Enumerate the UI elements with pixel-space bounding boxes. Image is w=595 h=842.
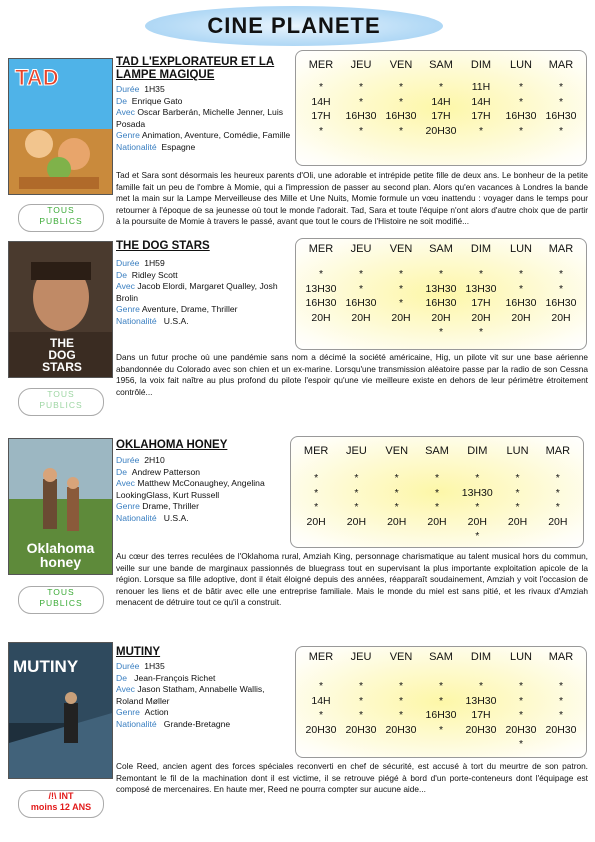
genre-label: Genre xyxy=(116,304,140,314)
day-header: VEN xyxy=(385,445,409,457)
showtime-cell: * xyxy=(555,501,560,513)
showtime-cell: 17H xyxy=(471,297,491,309)
showtime-cell: 16H30 xyxy=(305,297,337,309)
showtime-cell: * xyxy=(398,282,404,295)
movie-description: Dans un futur proche où une pandémie sans nom a décimé la société américaine, Hig, un pilote vit sur une base aérienne abandonnée du Colorado avec son chien et un ex-marine. Lorsqu'une transmission aléatoire passe par la radio de son Cessna 1956, la voix fait naître au plus profond du pilote l'espoir qu'une vie meilleure existe en dehors de leur périmètre étroitement contrôlé... xyxy=(116,352,588,397)
genre-value: Action xyxy=(144,707,169,717)
showtime-cell: 20H30 xyxy=(385,723,417,736)
rating-line-2: PUBLICS xyxy=(39,216,83,226)
showtime-cell: * xyxy=(558,81,564,93)
showtime-cell: 20H30 xyxy=(465,723,497,736)
poster-logo: Oklahoma honey xyxy=(26,540,95,570)
showtimes-table xyxy=(295,238,587,350)
day-header: VEN xyxy=(389,243,413,255)
showtime-cell: 16H30 xyxy=(425,297,457,309)
rating-line-2: moins 12 ANS xyxy=(30,802,92,812)
cinema-header xyxy=(145,6,443,46)
genre-label: Genre xyxy=(116,707,140,717)
showtime-cell: 14H xyxy=(311,694,331,707)
showtime-cell: * xyxy=(398,297,404,309)
day-header: JEU xyxy=(350,243,372,255)
showtime-cell: 20H xyxy=(306,515,326,528)
day-header: DIM xyxy=(467,445,488,457)
director-label: De xyxy=(116,269,127,280)
day-header: JEU xyxy=(350,651,372,663)
showtime-cell: 13H30 xyxy=(465,694,497,707)
director-value: Enrique Gato xyxy=(131,95,183,106)
nationality-value: Grande-Bretagne xyxy=(163,718,231,729)
showtime-cell: * xyxy=(478,680,484,692)
showtime-cell: * xyxy=(438,680,444,692)
day-header: SAM xyxy=(429,243,453,255)
nationality-label: Nationalité xyxy=(116,315,157,326)
showtime-cell: * xyxy=(434,486,440,499)
showtime-cell: * xyxy=(358,268,364,280)
showtime-cell: * xyxy=(478,124,484,137)
duration-label: Durée xyxy=(116,661,140,671)
showtime-cell: * xyxy=(398,124,404,137)
duration-value: 1H35 xyxy=(144,661,165,671)
showtime-cell: 20H xyxy=(311,311,331,324)
poster-logo: TAD xyxy=(15,65,59,90)
showtime-cell: 20H xyxy=(427,515,447,528)
day-header: LUN xyxy=(506,445,529,457)
showtime-cell: * xyxy=(558,268,564,280)
showtime-cell: * xyxy=(318,268,324,280)
showtime-cell: 20H xyxy=(548,515,568,528)
showtime-cell: * xyxy=(394,501,399,513)
genre-value: Aventure, Drame, Thriller xyxy=(141,304,238,314)
day-header: SAM xyxy=(425,445,449,457)
showtime-cell: 20H30 xyxy=(425,124,457,137)
nationality-label: Nationalité xyxy=(116,141,157,152)
cast-label: Avec xyxy=(116,281,135,291)
showtime-cell: 20H xyxy=(467,515,487,528)
rating-line-2: PUBLICS xyxy=(39,598,83,608)
showtime-cell: 20H30 xyxy=(505,723,537,736)
showtime-cell: 20H30 xyxy=(545,723,577,736)
showtime-cell: * xyxy=(518,680,524,692)
duration-label: Durée xyxy=(116,258,140,268)
showtime-cell: 20H xyxy=(471,311,491,324)
showtime-cell: * xyxy=(398,95,404,108)
showtime-cell: * xyxy=(555,472,560,484)
day-header: LUN xyxy=(509,651,532,663)
showtime-cell: 20H xyxy=(387,515,407,528)
movie-title[interactable]: MUTINY xyxy=(116,646,161,658)
rating-badge xyxy=(18,204,104,232)
showtime-cell: * xyxy=(358,680,364,692)
day-header: MAR xyxy=(545,445,571,457)
showtime-cell: * xyxy=(558,709,564,721)
showtime-cell: 20H xyxy=(507,515,528,528)
showtime-cell: * xyxy=(518,81,524,93)
showtime-cell: * xyxy=(314,472,319,484)
showtime-cell: 16H30 xyxy=(345,110,377,122)
genre-value: Drame, Thriller xyxy=(142,501,199,511)
poster-image[interactable] xyxy=(8,58,113,195)
director-label: De xyxy=(116,95,127,106)
showtime-cell: 13H30 xyxy=(461,486,493,499)
showtime-cell: * xyxy=(314,501,319,513)
showtime-cell: * xyxy=(438,81,444,93)
duration-value: 1H59 xyxy=(144,258,165,268)
showtime-cell: 20H xyxy=(551,311,571,324)
genre-label: Genre xyxy=(116,130,140,140)
showtime-cell: * xyxy=(398,268,404,280)
showtime-cell: * xyxy=(475,472,480,484)
rating-line-1: TOUS xyxy=(47,205,75,215)
cast-value: Jason Statham, Annabelle Wallis, Roland Møller xyxy=(116,684,265,706)
movie-info xyxy=(116,661,292,730)
director-label: De xyxy=(116,672,127,683)
showtime-cell: 20H xyxy=(346,515,367,528)
showtime-cell: 17H xyxy=(471,709,491,721)
day-header: SAM xyxy=(429,651,453,663)
showtime-cell: 14H xyxy=(431,95,451,108)
movie-title[interactable]: OKLAHOMA HONEY xyxy=(116,439,228,451)
rating-badge xyxy=(18,586,104,614)
showtime-cell: * xyxy=(475,530,480,542)
showtime-cell: 16H30 xyxy=(505,297,537,309)
showtime-cell: * xyxy=(558,694,564,707)
showtime-cell: * xyxy=(358,95,364,108)
rating-badge xyxy=(18,388,104,416)
showtime-cell: * xyxy=(398,709,404,721)
cast-value: Oscar Barberán, Michelle Jenner, Luis Posada xyxy=(116,107,284,129)
showtime-cell: 16H30 xyxy=(425,709,457,721)
showtime-cell: * xyxy=(558,124,564,137)
day-header: MER xyxy=(303,445,329,457)
showtime-cell: * xyxy=(318,124,324,137)
day-header: SAM xyxy=(429,59,453,71)
nationality-label: Nationalité xyxy=(116,718,157,729)
nationality-value: U.S.A. xyxy=(163,512,189,523)
showtime-cell: * xyxy=(318,709,324,721)
showtime-cell: 11H xyxy=(471,81,491,93)
showtime-cell: * xyxy=(515,486,520,499)
showtime-cell: * xyxy=(438,694,444,707)
showtime-cell: * xyxy=(515,501,520,513)
day-header: LUN xyxy=(509,59,532,71)
showtime-cell: * xyxy=(358,694,364,707)
showtime-cell: * xyxy=(358,81,364,93)
nationality-label: Nationalité xyxy=(116,512,157,523)
showtime-cell: * xyxy=(518,738,524,750)
day-header: JEU xyxy=(350,59,372,71)
showtime-cell: * xyxy=(518,282,524,295)
poster-image[interactable] xyxy=(8,642,113,779)
showtime-cell: 16H30 xyxy=(385,110,417,122)
day-header: MAR xyxy=(548,243,574,255)
cast-label: Avec xyxy=(116,107,135,117)
cast-value: Matthew McConaughey, Angelina LookingGlass, Kurt Russell xyxy=(116,478,265,500)
showtime-cell: 20H30 xyxy=(345,723,377,736)
poster-image[interactable] xyxy=(8,241,113,378)
showtime-cell: 16H30 xyxy=(505,110,537,122)
showtime-cell: * xyxy=(394,472,399,484)
rating-line-1: TOUS xyxy=(47,389,75,399)
duration-value: 2H10 xyxy=(144,455,165,465)
showtime-cell: 16H30 xyxy=(345,297,377,309)
showtime-cell: * xyxy=(558,95,564,108)
genre-value: Animation, Aventure, Comédie, Famille xyxy=(141,130,291,140)
day-header: VEN xyxy=(389,651,413,663)
day-header: MAR xyxy=(548,651,574,663)
showtime-cell: 13H30 xyxy=(425,282,457,295)
day-header: MAR xyxy=(548,59,574,71)
duration-value: 1H35 xyxy=(144,84,165,94)
showtime-cell: * xyxy=(354,472,359,484)
showtimes-table xyxy=(295,646,587,758)
day-header: MER xyxy=(308,651,334,663)
day-header: DIM xyxy=(470,59,492,71)
rating-badge xyxy=(18,790,104,818)
nationality-value: U.S.A. xyxy=(163,315,189,326)
showtime-cell: 16H30 xyxy=(545,297,577,309)
showtime-cell: * xyxy=(515,472,520,484)
showtime-cell: 20H xyxy=(431,311,451,324)
showtime-cell: * xyxy=(398,81,404,93)
showtimes-table xyxy=(290,436,584,548)
director-value: Andrew Patterson xyxy=(131,466,201,477)
showtime-cell: * xyxy=(318,81,324,93)
showtime-cell: 20H xyxy=(351,311,371,324)
showtime-cell: * xyxy=(358,124,364,137)
cinema-title: CINE PLANETE xyxy=(207,13,381,38)
showtime-cell: * xyxy=(438,268,444,280)
day-header: JEU xyxy=(346,445,367,457)
showtime-cell: 17H xyxy=(431,110,451,122)
showtime-cell: 20H xyxy=(391,311,411,324)
showtime-cell: * xyxy=(438,723,444,736)
cast-label: Avec xyxy=(116,478,135,488)
director-label: De xyxy=(116,466,127,477)
showtime-cell: * xyxy=(518,95,524,108)
nationality-value: Espagne xyxy=(161,141,196,152)
movie-description: Au cœur des terres reculées de l'Oklahoma rural, Amziah King, personnage charismatique au talent musical hors du commun, veille sur une bande de marginaux passionnés de bluegrass tout en supervisant la plus importante exploitation apicole de la région. Lorsque sa fille adoptive, dont il était éloigné depuis des années, réapparaît soudainement, Amziah y voit l'occasion de renouer les liens et de bâtir avec elle une entreprise familiale. Mais le monde du miel est sans pitié, et les rivaux d'Amziah menacent de détruire tout ce qu'il a construit. xyxy=(116,551,588,608)
duration-label: Durée xyxy=(116,455,140,465)
showtime-cell: 13H30 xyxy=(465,282,497,295)
movie-title[interactable]: TAD L'EXPLORATEUR ET LA LAMPE MAGIQUE xyxy=(116,56,275,81)
day-header: MER xyxy=(308,59,334,71)
day-header: VEN xyxy=(389,59,413,71)
movie-description: Tad et Sara sont désormais les heureux parents d'Oli, une adorable et intrépide petite fille de deux ans. Le bonheur de la petite famille fait un peu de l'ombre à Momie, qui a l'impression de passer au second plan. Alors qu'en vacances à Londres la bande met la main sur la Lampe Merveilleuse des Mille et Une Nuits, Momie formule un vœu inattendu : voyager dans le temps pour retourner à l'époque de sa jeunesse où tout le monde l'adorait. Tad, Sara et toute l'équipe n'ont alors d'autre choix que de partir à la poursuite de Momie à travers le passé, avant que tout le cours de l'Histoire ne soit modifié... xyxy=(116,170,588,227)
day-header: LUN xyxy=(509,243,532,255)
director-value: Jean-François Richet xyxy=(134,672,216,683)
showtime-cell: * xyxy=(358,282,364,295)
day-header: DIM xyxy=(470,651,492,663)
showtime-cell: 14H xyxy=(471,95,491,108)
showtime-cell: * xyxy=(478,326,484,338)
showtime-cell: * xyxy=(558,282,564,295)
showtime-cell: * xyxy=(314,486,319,499)
poster-image[interactable] xyxy=(8,438,113,575)
showtime-cell: * xyxy=(555,486,560,499)
showtime-cell: * xyxy=(518,694,524,707)
rating-line-1: /!\ INT xyxy=(48,791,74,801)
movie-title[interactable]: THE DOG STARS xyxy=(116,240,210,252)
showtime-cell: 16H30 xyxy=(545,110,577,122)
day-header: MER xyxy=(308,243,334,255)
director-value: Ridley Scott xyxy=(131,269,178,280)
showtime-cell: * xyxy=(518,709,524,721)
movie-info xyxy=(116,84,292,153)
showtime-cell: 17H xyxy=(471,110,491,122)
poster-logo: MUTINY xyxy=(13,657,79,676)
showtime-cell: * xyxy=(478,268,484,280)
showtime-cell: * xyxy=(358,709,364,721)
showtime-cell: * xyxy=(318,680,324,692)
showtime-cell: 17H xyxy=(311,110,331,122)
showtime-cell: * xyxy=(434,472,440,484)
showtime-cell: * xyxy=(518,124,524,137)
showtime-cell: 13H30 xyxy=(305,282,337,295)
showtime-cell: * xyxy=(438,326,444,338)
showtime-cell: * xyxy=(354,501,359,513)
genre-label: Genre xyxy=(116,501,140,511)
showtime-cell: * xyxy=(398,680,404,692)
cast-value: Jacob Elordi, Margaret Qualley, Josh Brolin xyxy=(116,281,278,303)
showtime-cell: * xyxy=(434,501,440,513)
movie-info xyxy=(116,455,292,524)
showtime-cell: 14H xyxy=(311,95,331,108)
showtime-cell: 20H xyxy=(511,311,531,324)
showtime-cell: * xyxy=(354,486,359,499)
poster-logo: THE DOG STARS xyxy=(42,336,82,374)
movie-description: Cole Reed, ancien agent des forces spéciales reconverti en chef de sécurité, est accusé à tort du meurtre de son patron. Remontant le fil de la machination dont il est victime, il se retrouve piégé à bord d'un porte-conteneurs dont l'équipage est composé de mercenaires. En haute mer, Reed ne pourra compter sur aucune aide... xyxy=(116,761,588,795)
showtime-cell: * xyxy=(398,694,404,707)
day-header: DIM xyxy=(470,243,492,255)
showtime-cell: * xyxy=(518,268,524,280)
duration-label: Durée xyxy=(116,84,140,94)
showtime-cell: 20H30 xyxy=(305,723,337,736)
showtime-cell: * xyxy=(558,680,564,692)
showtimes-table xyxy=(295,50,587,166)
rating-line-1: TOUS xyxy=(47,587,75,597)
movie-info xyxy=(116,258,292,327)
showtime-cell: * xyxy=(475,501,480,513)
cast-label: Avec xyxy=(116,684,135,694)
rating-line-2: PUBLICS xyxy=(39,400,83,410)
showtime-cell: * xyxy=(394,486,399,499)
